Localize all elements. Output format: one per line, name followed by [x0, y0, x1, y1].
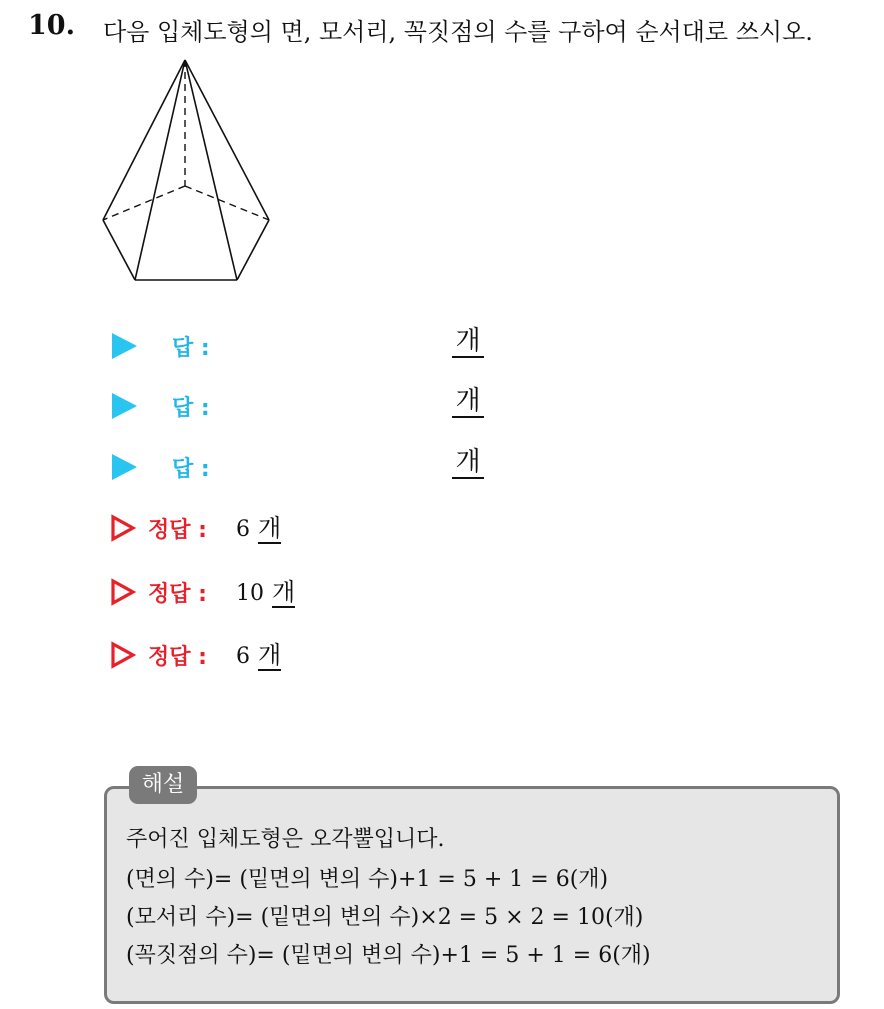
correct-arrow-icon [110, 641, 136, 669]
explanation-line-4: (꼭짓점의 수)= (밑면의 변의 수)+1 = 5 + 1 = 6(개) [126, 943, 651, 968]
edge-apex-b [135, 60, 185, 280]
correct-arrow-icon [110, 514, 136, 542]
correct-answer [236, 514, 281, 544]
explanation-tab: 해설 [129, 766, 197, 804]
answer-unit: 개 [455, 447, 481, 477]
answer-label: 답 : [172, 457, 210, 482]
edge-apex-d [185, 60, 269, 220]
correct-arrow-icon [110, 578, 136, 606]
correct-label: 정답 : [148, 582, 207, 607]
answer-arrow-icon [112, 393, 137, 419]
answer-blank[interactable] [452, 386, 484, 418]
hidden-edge-base-ed [185, 186, 269, 220]
answer-unit: 개 [455, 326, 481, 356]
answer-unit: 개 [455, 386, 481, 416]
explanation-box [104, 786, 840, 1004]
edge-apex-c [185, 60, 237, 280]
edge-base-ab [103, 220, 135, 280]
correct-unit: 개 [272, 578, 296, 606]
pentagonal-pyramid-figure [95, 52, 285, 292]
answer-arrow-icon [112, 333, 137, 359]
correct-value: 10 [236, 581, 264, 606]
question-text: 다음 입체도형의 면, 모서리, 꼭짓점의 수를 구하여 순서대로 쓰시오. [103, 18, 813, 46]
correct-label: 정답 : [148, 645, 207, 670]
correct-label: 정답 : [148, 518, 207, 543]
edge-apex-a [103, 60, 185, 220]
answer-arrow-icon [112, 454, 137, 480]
correct-value: 6 [236, 517, 250, 542]
correct-unit: 개 [258, 514, 282, 542]
answer-blank[interactable] [452, 326, 484, 358]
answer-label: 답 : [172, 396, 210, 421]
answer-label: 답 : [172, 336, 210, 361]
edge-base-cd [237, 220, 269, 280]
correct-unit: 개 [258, 641, 282, 669]
explanation-line-2: (면의 수)= (밑면의 변의 수)+1 = 5 + 1 = 6(개) [126, 867, 609, 892]
correct-answer [236, 641, 281, 671]
explanation-line-1: 주어진 입체도형은 오각뿔입니다. [126, 827, 445, 852]
explanation-line-3: (모서리 수)= (밑면의 변의 수)×2 = 5 × 2 = 10(개) [126, 905, 644, 930]
correct-value: 6 [236, 644, 250, 669]
answer-blank[interactable] [452, 447, 484, 479]
question-number: 10. [28, 10, 75, 41]
correct-answer [236, 578, 295, 608]
hidden-edge-base-ea [103, 186, 185, 220]
